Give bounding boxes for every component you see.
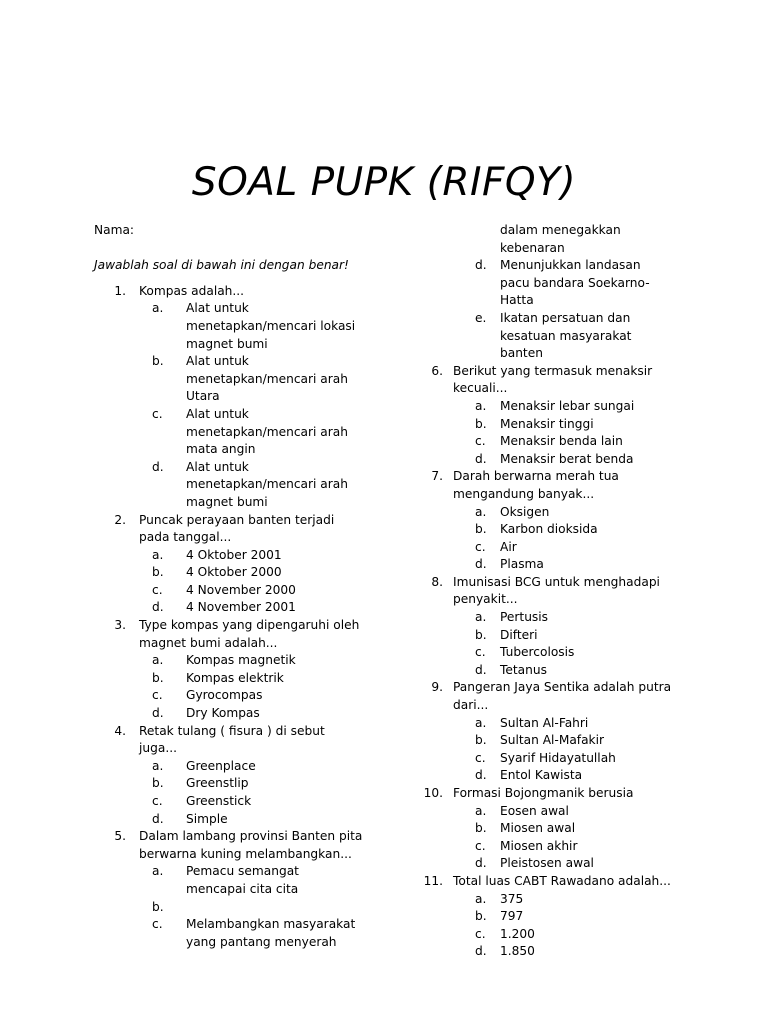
option-item [400, 627, 700, 645]
option-text: Sultan Al-Fahri [500, 715, 589, 730]
question-number: 8. [431, 574, 443, 589]
option-item [400, 504, 700, 522]
option-text: Sultan Al-Mafakir [500, 733, 605, 748]
option-letter: c. [475, 838, 486, 853]
option-text: 375 [500, 891, 524, 906]
option-item [400, 891, 700, 909]
option-text: Difteri [500, 627, 538, 642]
option-text: Alat untuk menetapkan/mencari arah mata angin [186, 406, 348, 457]
option-item [400, 556, 700, 574]
question-text: Type kompas yang dipengaruhi oleh magnet bumi adalah... [139, 618, 360, 650]
option-text: Tubercolosis [500, 645, 575, 660]
question-number: 2. [114, 512, 126, 527]
question-number: 1. [114, 283, 126, 298]
option-letter: c. [475, 645, 486, 660]
option-letter: c. [475, 539, 486, 554]
option-text: Alat untuk menetapkan/mencari arah Utara [186, 354, 348, 404]
continuation-option-list [400, 257, 700, 363]
option-item [400, 398, 700, 416]
option-item [400, 451, 700, 469]
option-letter: d. [475, 944, 487, 959]
question-item [400, 363, 700, 398]
option-text: 4 Oktober 2001 [186, 547, 282, 562]
option-text: Pertusis [500, 610, 549, 625]
option-letter: d. [152, 459, 164, 474]
question-item [94, 828, 394, 863]
option-text: 1.200 [500, 926, 535, 941]
option-item [94, 406, 394, 459]
option-text: Greenplace [186, 758, 256, 773]
option-letter: b. [152, 776, 164, 791]
question-item [400, 679, 700, 714]
option-text: Plasma [500, 557, 544, 572]
option-text: Alat untuk menetapkan/mencari arah magnet bumi [186, 459, 348, 509]
option-letter: a. [152, 864, 164, 879]
page-title: SOAL PUPK (RIFQY) [191, 160, 577, 205]
instruction-text: Jawablah soal di bawah ini dengan benar! [94, 258, 349, 273]
option-text: Pemacu semangat mencapai cita cita [186, 864, 299, 896]
option-text: Miosen akhir [500, 838, 578, 853]
question-item [400, 785, 700, 803]
option-letter: d. [475, 856, 487, 871]
option-text: Melambangkan masyarakat yang pantang menyerah [186, 917, 356, 949]
option-item [94, 300, 394, 353]
left-question-list [94, 283, 394, 952]
option-item [94, 793, 394, 811]
option-item [400, 855, 700, 873]
option-text: Menunjukkan landasan pacu bandara Soekarno-Hatta [500, 258, 650, 308]
question-number: 9. [431, 680, 443, 695]
question-text: Darah berwarna merah tua mengandung banyak... [453, 469, 619, 501]
option-item [400, 908, 700, 926]
question-item [94, 512, 394, 547]
option-letter: d. [475, 451, 487, 466]
question-item [94, 617, 394, 652]
option-item [400, 416, 700, 434]
option-text: Pleistosen awal [500, 856, 594, 871]
option-item [94, 547, 394, 565]
option-text: Karbon dioksida [500, 522, 598, 537]
option-item [400, 732, 700, 750]
option-letter: a. [475, 398, 487, 413]
option-text: Eosen awal [500, 803, 569, 818]
question-item [400, 468, 700, 503]
option-item [94, 353, 394, 406]
question-5-continuation [400, 222, 700, 363]
option-letter: c. [152, 406, 163, 421]
option-letter: b. [152, 565, 164, 580]
option-text: Greenstick [186, 794, 252, 808]
option-letter: c. [475, 926, 486, 941]
option-text: Entol Kawista [500, 768, 583, 783]
option-item [400, 803, 700, 821]
option-text: 797 [500, 909, 524, 924]
option-text-continuation: dalam menegakkan kebenaran [500, 223, 621, 255]
option-letter: e. [475, 310, 487, 325]
option-text: Menaksir lebar sungai [500, 398, 635, 413]
option-letter: c. [152, 794, 163, 808]
option-letter: a. [475, 715, 487, 730]
option-letter: b. [475, 627, 487, 642]
question-number: 7. [431, 469, 443, 484]
option-text: Dry Kompas [186, 706, 260, 721]
option-text: 4 November 2001 [186, 600, 296, 615]
option-letter: d. [475, 557, 487, 572]
option-text: Menaksir berat benda [500, 451, 634, 466]
option-item [400, 257, 700, 310]
question-text: Berikut yang termasuk menaksir kecuali... [453, 363, 653, 396]
option-letter: a. [475, 803, 487, 818]
option-letter: a. [152, 301, 164, 316]
option-text: Greenstlip [186, 776, 249, 791]
option-letter: b. [152, 354, 164, 369]
option-letter: b. [475, 909, 487, 924]
option-item [400, 539, 700, 557]
option-item [94, 564, 394, 582]
option-item [94, 899, 394, 917]
option-item [400, 838, 700, 856]
question-item [400, 873, 700, 891]
option-letter: c. [152, 688, 163, 703]
question-text: Puncak perayaan banten terjadi pada tanggal... [139, 512, 335, 545]
question-number: 3. [114, 618, 126, 633]
question-number: 10. [423, 786, 443, 800]
question-item [94, 723, 394, 758]
option-item [94, 758, 394, 776]
option-item [400, 820, 700, 838]
option-text: Gyrocompas [186, 688, 263, 703]
option-text: Menaksir tinggi [500, 416, 594, 431]
option-text: 4 Oktober 2000 [186, 565, 282, 580]
option-letter: b. [475, 416, 487, 431]
option-item [400, 767, 700, 785]
option-item [400, 750, 700, 768]
option-item [400, 310, 700, 363]
question-text: Kompas adalah... [139, 283, 245, 298]
option-text: Ikatan persatuan dan kesatuan masyarakat banten [500, 310, 632, 361]
option-letter: a. [475, 891, 487, 906]
question-item [400, 574, 700, 609]
option-letter: d. [475, 768, 487, 783]
option-letter: d. [152, 811, 164, 826]
question-text: Total luas CABT Rawadano adalah... [453, 873, 671, 888]
option-item [94, 670, 394, 688]
option-letter: b. [152, 899, 164, 914]
option-letter: d. [152, 706, 164, 721]
option-letter: c. [152, 917, 163, 932]
question-number: 11. [423, 873, 443, 888]
option-letter: a. [152, 758, 164, 773]
option-letter: c. [475, 750, 486, 765]
name-label: Nama: [94, 223, 135, 237]
option-item [400, 715, 700, 733]
option-item [94, 687, 394, 705]
option-item [94, 705, 394, 723]
option-text: Syarif Hidayatullah [500, 750, 616, 765]
option-text: 1.850 [500, 944, 535, 959]
option-text: Simple [186, 811, 228, 826]
option-item [94, 582, 394, 600]
option-text: Miosen awal [500, 821, 576, 836]
option-letter: a. [152, 653, 164, 668]
option-letter: c. [475, 434, 486, 449]
option-text: 4 November 2000 [186, 582, 296, 597]
option-item [94, 652, 394, 670]
option-letter: a. [152, 547, 164, 562]
option-text: Tetanus [500, 662, 547, 677]
option-item [400, 662, 700, 680]
option-text: Kompas magnetik [186, 653, 296, 668]
option-item [400, 926, 700, 944]
right-question-list [400, 363, 700, 961]
option-item [400, 433, 700, 451]
option-text: Kompas elektrik [186, 670, 284, 685]
right-column [400, 222, 700, 961]
option-text: Air [500, 539, 517, 554]
option-letter: a. [475, 610, 487, 625]
option-item [400, 644, 700, 662]
option-text: Oksigen [500, 504, 550, 519]
option-item [94, 599, 394, 617]
option-letter: a. [475, 504, 487, 519]
question-text: Dalam lambang provinsi Banten pita berwarna kuning melambangkan... [139, 829, 363, 861]
option-item [94, 863, 394, 898]
option-item [94, 775, 394, 793]
option-letter: b. [152, 670, 164, 685]
option-item [400, 609, 700, 627]
option-text: Alat untuk menetapkan/mencari lokasi magnet bumi [186, 301, 356, 351]
option-item [400, 943, 700, 961]
option-item [94, 811, 394, 829]
option-letter: d. [475, 258, 487, 273]
option-letter: d. [475, 662, 487, 677]
left-column [94, 222, 394, 951]
option-letter: d. [152, 600, 164, 615]
option-letter: c. [152, 582, 163, 597]
question-text: Imunisasi BCG untuk menghadapi penyakit... [453, 574, 660, 607]
option-letter: b. [475, 821, 487, 836]
option-item [400, 521, 700, 539]
question-text: Pangeran Jaya Sentika adalah putra dari... [453, 680, 672, 713]
question-text: Retak tulang ( fisura ) di sebut juga... [139, 723, 325, 756]
option-item [94, 459, 394, 512]
question-item [94, 283, 394, 301]
option-letter: b. [475, 733, 487, 748]
question-text: Formasi Bojongmanik berusia [453, 786, 634, 800]
option-letter: b. [475, 522, 487, 537]
question-number: 5. [114, 829, 126, 844]
question-number: 4. [114, 723, 126, 738]
option-text [186, 899, 356, 917]
question-number: 6. [431, 363, 443, 378]
option-item [94, 916, 394, 951]
option-text: Menaksir benda lain [500, 434, 623, 449]
